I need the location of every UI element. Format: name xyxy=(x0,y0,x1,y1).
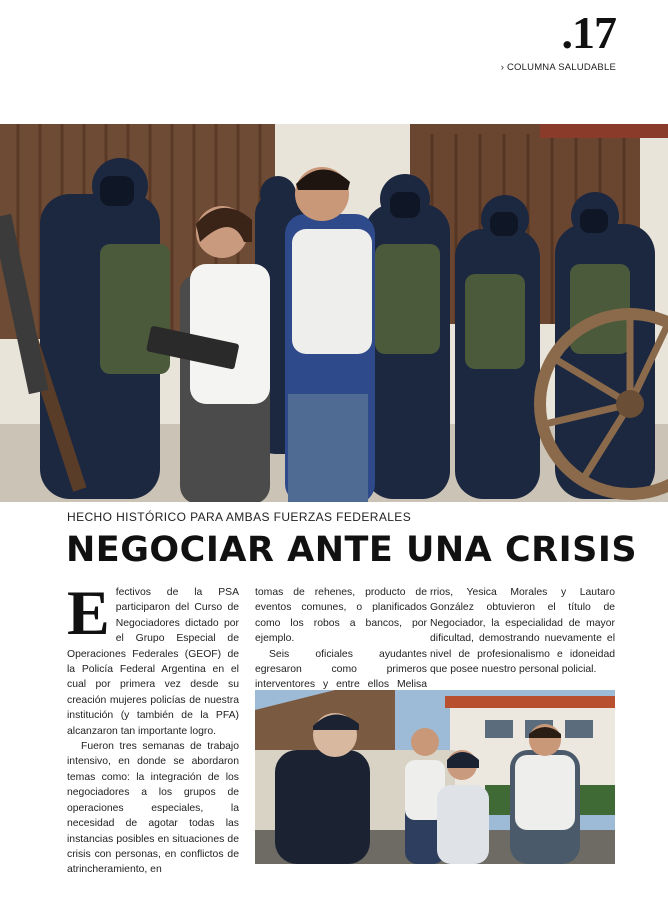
article-kicker: HECHO HISTÓRICO PARA AMBAS FUERZAS FEDERALES xyxy=(67,510,412,524)
paragraph xyxy=(67,577,239,739)
column-1 xyxy=(67,577,239,878)
paragraph: Fueron tres semanas de trabajo intensivo, en donde se abordaron temas como: la integración de los negociadores a los grupos de operaciones especiales, la necesidad de agotar todas las instancias posibles en situaciones de crisis con personas, en conflictos de atrincheramiento, en xyxy=(67,741,239,876)
article-title: NEGOCIAR ANTE UNA CRISIS xyxy=(66,530,638,570)
paragraph: tomas de rehenes, producto de eventos comunes, o planificados como los robos a bancos, por ejemplo. xyxy=(255,587,427,645)
page-number: .17 xyxy=(561,7,616,58)
drop-cap: E xyxy=(67,577,110,648)
column-3 xyxy=(430,585,615,677)
hero-photo xyxy=(0,124,668,502)
secondary-photo xyxy=(255,690,615,864)
paragraph: Seis oficiales ayudantes egresaron como primeros interventores y entre ellos Melisa xyxy=(255,648,427,691)
paragraph-text: fectivos de la PSA participaron del Curso de Negociadores dictado por el Grupo Especial de Operaciones Federales (GEOF) de la Policía Federal Argentina en el cual por primera vez desde su creación mujeres policías de nuestra institución (y también de la PFA) alcanzaron tan importante logro. xyxy=(67,587,239,737)
section-label: › COLUMNA SALUDABLE xyxy=(500,62,616,73)
paragraph: rrios, Yesica Morales y Lautaro González obtuvieron el título de Negociador, la especialidad de mayor dificultad, demostrando nuevamente el nivel de profesionalismo e idoneidad que posee nuestro personal policial. xyxy=(430,587,615,676)
